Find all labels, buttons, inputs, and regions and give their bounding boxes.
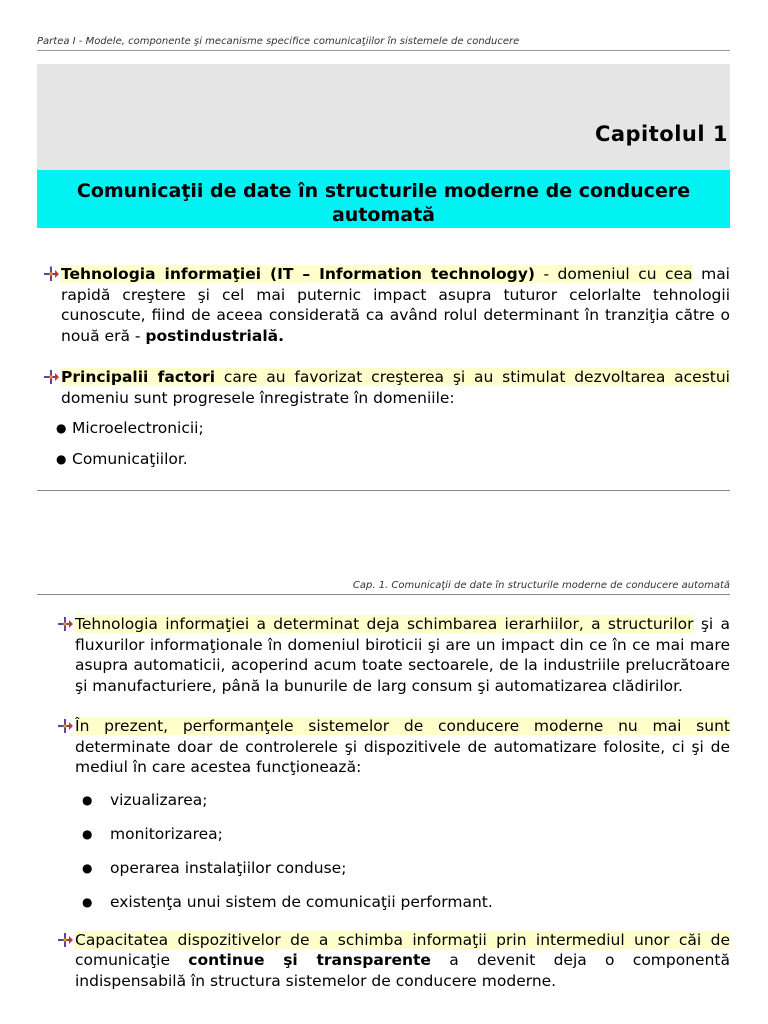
arrow-bullet-icon [43,369,59,385]
dot-bullet-icon: ● [82,894,93,909]
factors-list [42,418,730,469]
it-text: mai rapidă creştere şi cel mai puternic impact asupra tuturor celorlalte tehnologii cunoscute, fiind de aceea considerată ca având rolul determinant în tranziţia către o nouă eră - [61,265,730,345]
page1-content [42,264,730,469]
list-item [56,824,730,844]
capacity-text-a: comunicaţie [75,951,189,969]
list-item-text: monitorizarea; [110,824,223,843]
arrow-bullet-icon [57,718,73,734]
chapter-title: Comunicaţii de date în structurile moderne de conducere automată [37,170,730,228]
capacity-text-hl: Capacitatea dispozitivelor de a schimba informaţii prin intermediul unor căi de [75,930,730,949]
dot-bullet-icon: ● [82,792,93,807]
list-item [42,449,730,469]
performance-text: determinate doar de controlerele şi dispozitivele de automatizare folosite, ci şi de mediul în care acestea funcţionează: [75,737,730,776]
page2-content [56,614,730,991]
dot-bullet-icon: ● [82,826,93,841]
chapter-label: Capitolul 1 [594,122,728,146]
list-item [42,418,730,438]
arrow-bullet-icon [57,932,73,948]
performance-list [56,790,730,912]
list-item-text: operarea instalaţiilor conduse; [110,858,347,877]
it-text-hl: - domeniul cu cea [534,265,693,283]
list-item [56,858,730,878]
chapter-banner [37,64,730,170]
running-header: Partea I - Modele, componente şi mecanisme specifice comunicaţiilor în sistemele de conducere [37,36,730,51]
paragraph-it [42,264,730,346]
arrow-bullet-icon [43,266,59,282]
list-item-text: vizualizarea; [110,790,208,809]
list-item-text: existenţa unui sistem de comunicaţii performant. [110,892,493,911]
it-lead: Tehnologia informaţiei (IT – Information technology) [61,265,535,283]
capacity-bold: continue şi transparente [188,951,431,969]
dot-bullet-icon: ● [56,421,67,435]
paragraph-it-impact [56,614,730,696]
it-tail: postindustrială. [145,326,284,345]
arrow-bullet-icon [57,616,73,632]
factors-text: domeniu sunt progresele înregistrate în domeniile: [61,388,455,407]
list-item-text: Microelectronicii; [72,419,204,437]
running-footer: Cap. 1. Comunicaţii de date în structurile moderne de conducere automată [37,580,730,595]
list-item-text: Comunicaţiilor. [72,450,188,468]
factors-text-hl: care au favorizat creşterea şi au stimulat dezvoltarea acestui [215,368,730,386]
dot-bullet-icon: ● [82,860,93,875]
dot-bullet-icon: ● [56,452,67,466]
impact-text-hl: Tehnologia informaţiei a determinat deja schimbarea ierarhiilor, a structurilor [75,615,694,633]
page-divider [37,490,730,491]
paragraph-factors [42,367,730,408]
list-item [56,892,730,912]
capacity-text-b: a devenit deja o componentă indispensabilă în structura sistemelor de conducere moderne. [75,951,730,990]
list-item [56,790,730,810]
factors-lead: Principalii factori [61,368,216,386]
paragraph-capacity [56,930,730,992]
impact-text: şi a fluxurilor informaţionale în domeniul biroticii şi are un impact din ce în ce mai mare asupra automaticii, acoperind acum toate sectoarele, de la industriile prelucrătoare şi manufacturiere, până la bunurile de larg consum şi automatizarea clădirilor. [75,615,730,695]
performance-text-hl: În prezent, performanţele sistemelor de conducere moderne nu mai sunt [75,717,730,735]
paragraph-performance [56,716,730,778]
